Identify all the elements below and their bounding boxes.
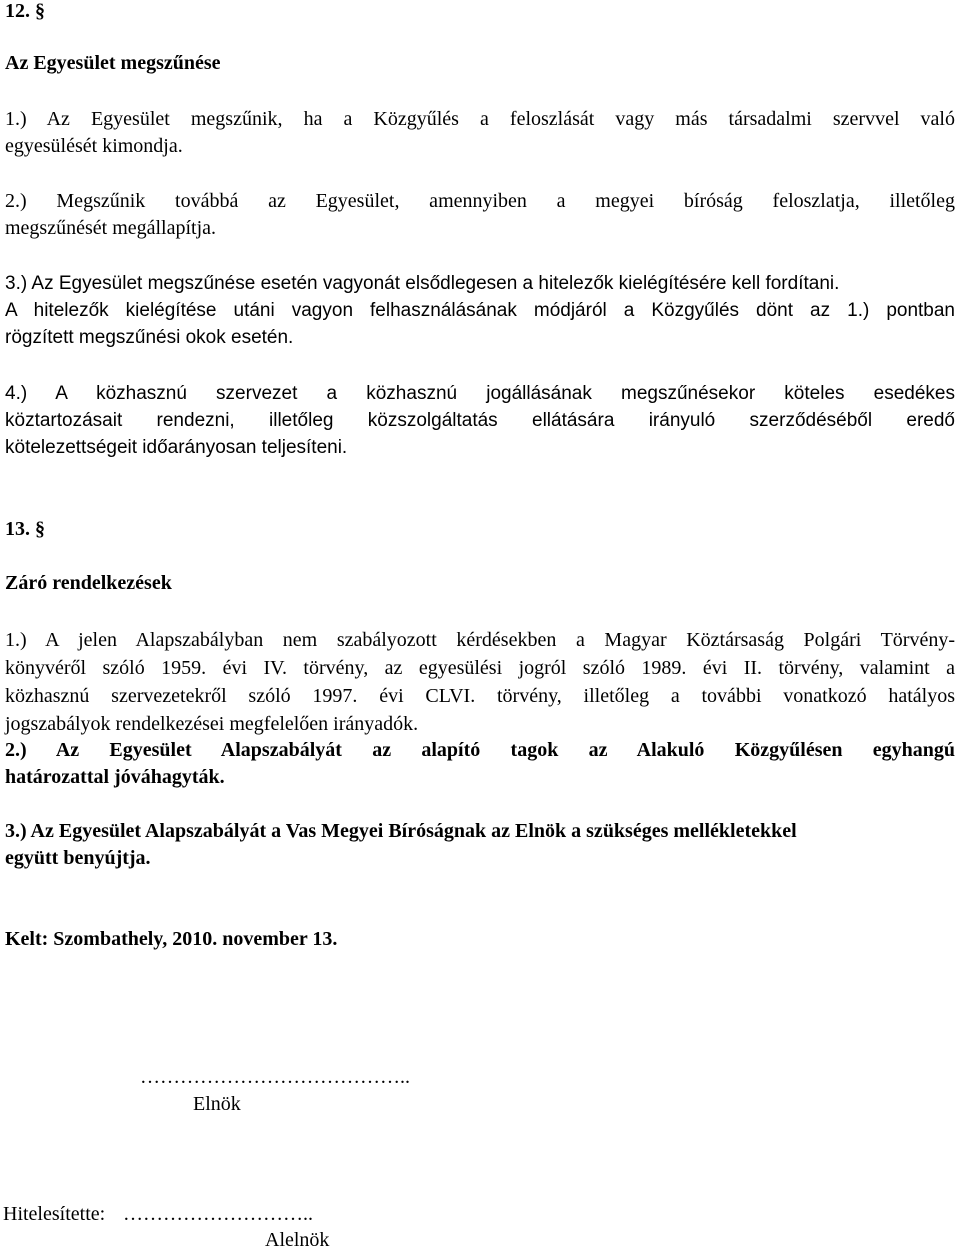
signature-role-vice-president: Alelnök — [265, 1229, 330, 1251]
section-12-title: Az Egyesület megszűnése — [5, 52, 221, 74]
section-12-paragraph-2 — [5, 188, 955, 242]
section-13-paragraph-1 — [5, 626, 955, 738]
place-and-date: Kelt: Szombathely, 2010. november 13. — [5, 928, 338, 950]
paragraph-line: egyesülését kimondja. — [5, 135, 183, 157]
signature-line-president: ………………………………….. — [140, 1066, 410, 1088]
paragraph-line: könyvéről szóló 1959. évi IV. törvény, az egyesülési jogról szóló 1989. évi II. törvény, valamint a — [5, 657, 955, 679]
paragraph-line: köztartozásait rendezni, illetőleg közszolgáltatás ellátására irányuló szerződéséből eredő — [5, 410, 955, 431]
paragraph-line: 3.) Az Egyesület megszűnése esetén vagyonát elsődlegesen a hitelezők kielégítésére kell fordítani. — [5, 273, 840, 294]
section-13-title: Záró rendelkezések — [5, 572, 172, 594]
paragraph-line: 2.) Az Egyesület Alapszabályát az alapító tagok az Alakuló Közgyűlésen egyhangú — [5, 739, 955, 761]
attested-by-label: Hitelesítette: — [3, 1203, 106, 1225]
signature-line-vice-president: ……………………….. — [123, 1203, 313, 1225]
paragraph-line: rögzített megszűnési okok esetén. — [5, 327, 294, 348]
paragraph-line: 1.) Az Egyesület megszűnik, ha a Közgyűlés a feloszlását vagy más társadalmi szervvel való — [5, 108, 955, 130]
section-13-heading: 13. § — [5, 518, 45, 540]
paragraph-line: 3.) Az Egyesület Alapszabályát a Vas Megyei Bíróságnak az Elnök a szükséges mellékletekkel — [5, 820, 797, 842]
paragraph-line: kötelezettségeit időarányosan teljesíteni. — [5, 437, 348, 458]
section-12-paragraph-1 — [5, 106, 955, 160]
paragraph-line: 1.) A jelen Alapszabályban nem szabályozott kérdésekben a Magyar Köztársaság Polgári Törvény- — [5, 629, 955, 651]
section-13-paragraph-3 — [5, 818, 955, 872]
paragraph-line: együtt benyújtja. — [5, 847, 151, 869]
paragraph-line: 4.) A közhasznú szervezet a közhasznú jogállásának megszűnésekor köteles esedékes — [5, 383, 955, 404]
section-12-paragraph-4 — [5, 380, 955, 461]
paragraph-line: jogszabályok rendelkezései megfelelően irányadók. — [5, 713, 419, 735]
paragraph-line: határozattal jóváhagyták. — [5, 766, 225, 788]
section-13-paragraph-2 — [5, 737, 955, 791]
section-12-heading: 12. § — [5, 0, 45, 22]
signature-role-president: Elnök — [193, 1093, 241, 1115]
paragraph-line: megszűnését megállapítja. — [5, 217, 217, 239]
section-12-paragraph-3 — [5, 270, 955, 351]
paragraph-line: közhasznú szervezetekről szóló 1997. évi CLVI. törvény, illetőleg a további vonatkozó hatályos — [5, 685, 955, 707]
paragraph-line: A hitelezők kielégítése utáni vagyon felhasználásának módjáról a Közgyűlés dönt az 1.) pontban — [5, 300, 955, 321]
paragraph-line: 2.) Megszűnik továbbá az Egyesület, amennyiben a megyei bíróság feloszlatja, illetőleg — [5, 190, 955, 212]
